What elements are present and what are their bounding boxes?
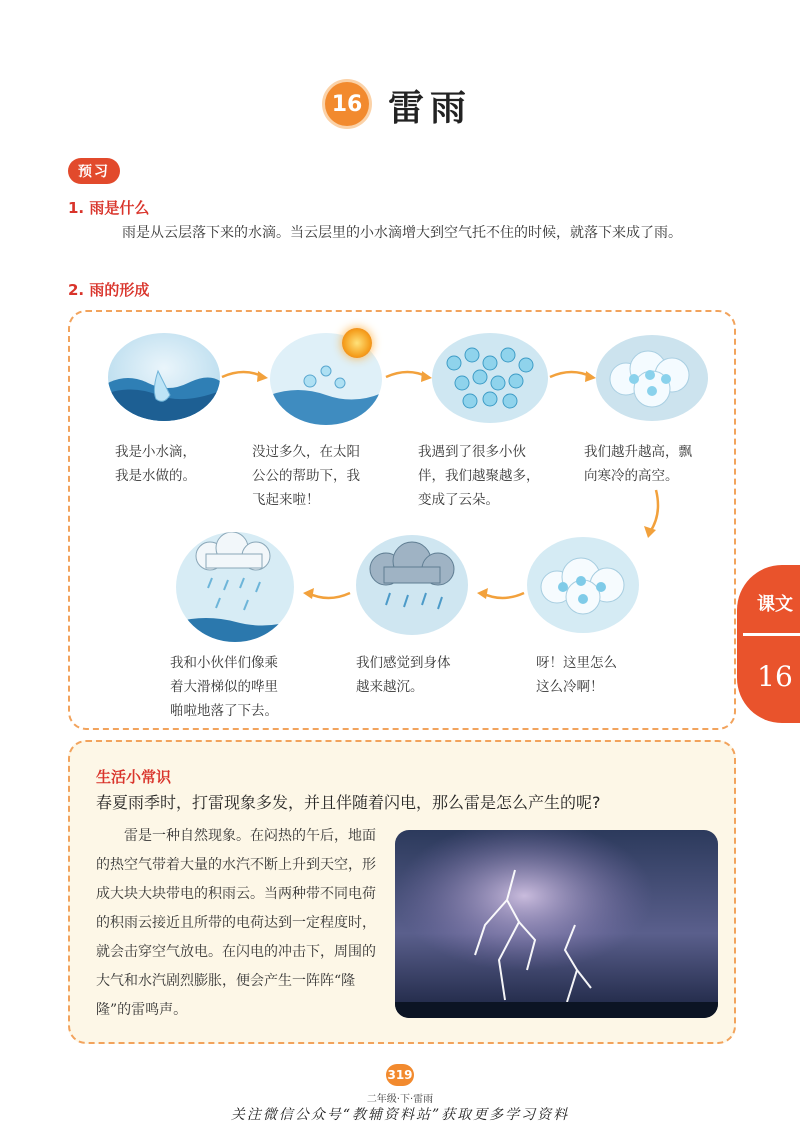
- scene-cloud-rising: [596, 335, 708, 421]
- formation-caption-6: 我们感觉到身体 越来越沉。: [356, 655, 451, 695]
- page-number: 319: [386, 1064, 414, 1086]
- lightning-photo: [395, 830, 718, 1018]
- scene-droplets-gathering: [432, 333, 548, 423]
- footer-promo: 关注微信公众号“教辅资料站”获取更多学习资料: [230, 1107, 570, 1123]
- arrow-right-icon: [220, 365, 272, 385]
- formation-caption-3: 我遇到了很多小伙 伴，我们越聚越多， 变成了云朵。: [418, 444, 540, 508]
- arrow-left-icon: [300, 585, 352, 605]
- formation-caption-1: 我是小水滴， 我是水做的。: [115, 444, 196, 484]
- knowledge-body: 雷是一种自然现象。在闷热的午后，地面的热空气带着大量的水汽不断上升到天空，形成大块大块带电的积雨云。当两种带不同电荷的积雨云接近且所带的电荷达到一定程度时，就会击穿空气放电。在闪电的冲击下，周围的大气和水汽剧烈膨胀，便会产生一阵阵“隆隆”的雷鸣声。: [96, 828, 376, 1018]
- formation-caption-4: 我们越升越高，飘 向寒冷的高空。: [584, 444, 692, 484]
- scene-droplet-sea: [108, 333, 220, 421]
- arrow-right-icon: [548, 365, 600, 385]
- formation-caption-7: 我和小伙伴们像乘 着大滑梯似的哗里 啪啦地落了下去。: [170, 655, 278, 719]
- arrow-right-icon: [384, 365, 436, 385]
- preview-tag: 预习: [68, 158, 120, 184]
- side-tab-label: 课文: [757, 594, 793, 615]
- section-heading-rain-formation: 2. 雨的形成: [68, 281, 150, 299]
- arrow-left-icon: [474, 585, 526, 605]
- sun-icon: [342, 328, 372, 358]
- knowledge-heading: 生活小常识: [96, 768, 172, 786]
- side-tab-divider: [743, 633, 800, 636]
- scene-rain-falling: [176, 532, 294, 642]
- scene-cold-cloud: [527, 537, 639, 633]
- lesson-number-badge: 16: [325, 82, 369, 126]
- section-body-what-is-rain: 雨是从云层落下来的水滴。当云层里的小水滴增大到空气托不住的时候，就落下来成了雨。: [122, 225, 682, 241]
- footer-subtitle: 二年级·下·雷雨: [366, 1094, 434, 1105]
- arrow-down-icon: [636, 488, 666, 540]
- formation-caption-5: 呀！这里怎么 这么冷啊！: [536, 655, 617, 695]
- formation-caption-2: 没过多久，在太阳 公公的帮助下，我 飞起来啦！: [252, 444, 360, 508]
- knowledge-question: 春夏雨季时，打雷现象多发，并且伴随着闪电，那么雷是怎么产生的呢?: [96, 793, 601, 812]
- lesson-title: 雷雨: [388, 87, 473, 129]
- scene-heavy-cloud: [356, 535, 468, 635]
- section-heading-what-is-rain: 1. 雨是什么: [68, 199, 150, 217]
- side-tab-number: 16: [757, 660, 793, 693]
- chapter-side-tab: [737, 565, 800, 723]
